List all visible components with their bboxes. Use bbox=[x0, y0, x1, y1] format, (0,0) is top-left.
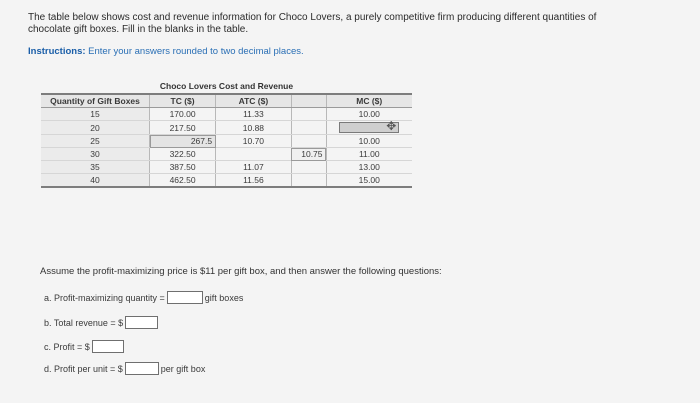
total-revenue-input[interactable] bbox=[125, 316, 158, 329]
cell-mc: 13.00 bbox=[326, 161, 412, 174]
mc-input-q20[interactable] bbox=[339, 119, 399, 133]
question-d-suffix: per gift box bbox=[160, 363, 206, 374]
cell-mc: 10.00 bbox=[326, 108, 412, 121]
header-mc: MC ($) bbox=[326, 94, 412, 108]
question-a-suffix: gift boxes bbox=[204, 292, 244, 303]
intro-line-1: The table below shows cost and revenue information for Choco Lovers, a purely competitive firm producing different quantities of bbox=[28, 12, 597, 23]
data-table bbox=[41, 93, 412, 188]
cell-quantity: 20 bbox=[41, 121, 150, 135]
cell-atc bbox=[216, 148, 292, 161]
profit-input[interactable] bbox=[92, 340, 124, 353]
question-b bbox=[44, 316, 160, 329]
cell-atc: 11.07 bbox=[216, 161, 292, 174]
cell-atc: 11.56 bbox=[216, 174, 292, 188]
header-tc: TC ($) bbox=[150, 94, 216, 108]
question-b-label: b. Total revenue = $ bbox=[44, 317, 124, 328]
cell-mc bbox=[326, 121, 412, 135]
table-row bbox=[41, 135, 412, 148]
table-header-row bbox=[41, 94, 412, 108]
instructions-body: Enter your answers rounded to two decimal places. bbox=[85, 46, 304, 57]
cell-spacer bbox=[291, 174, 326, 188]
cell-tc: 387.50 bbox=[150, 161, 216, 174]
intro-text bbox=[28, 12, 678, 36]
question-c-label: c. Profit = $ bbox=[44, 341, 90, 352]
cell-spacer bbox=[291, 108, 326, 121]
cell-tc: 217.50 bbox=[150, 121, 216, 135]
question-a-label: a. Profit-maximizing quantity = bbox=[44, 292, 165, 303]
header-atc: ATC ($) bbox=[216, 94, 292, 108]
table-row bbox=[41, 148, 412, 161]
cell-tc: 170.00 bbox=[150, 108, 216, 121]
cell-mc: 11.00 bbox=[326, 148, 412, 161]
intro-line-2: chocolate gift boxes. Fill in the blanks in the table. bbox=[28, 24, 249, 35]
cost-revenue-table bbox=[41, 80, 412, 188]
cell-spacer bbox=[291, 121, 326, 135]
cell-quantity: 25 bbox=[41, 135, 150, 148]
cell-atc: 10.88 bbox=[216, 121, 292, 135]
table-row bbox=[41, 121, 412, 135]
move-cursor-icon: ✥ bbox=[386, 119, 397, 133]
instructions bbox=[28, 46, 304, 57]
question-c bbox=[44, 340, 126, 353]
cell-quantity: 35 bbox=[41, 161, 150, 174]
cell-quantity: 15 bbox=[41, 108, 150, 121]
table-caption: Choco Lovers Cost and Revenue bbox=[159, 81, 294, 91]
question-a bbox=[44, 291, 243, 304]
table-row bbox=[41, 161, 412, 174]
questions-intro: Assume the profit-maximizing price is $11 per gift box, and then answer the following questions: bbox=[40, 266, 442, 277]
cell-atc-entered[interactable]: 10.75 bbox=[291, 148, 326, 161]
cell-atc: 11.33 bbox=[216, 108, 292, 121]
header-spacer bbox=[291, 94, 326, 108]
question-d-label: d. Profit per unit = $ bbox=[44, 363, 123, 374]
header-quantity: Quantity of Gift Boxes bbox=[41, 94, 150, 108]
table-row bbox=[41, 174, 412, 188]
cell-mc: 15.00 bbox=[326, 174, 412, 188]
instructions-lead: Instructions: bbox=[28, 46, 86, 57]
cell-quantity: 40 bbox=[41, 174, 150, 188]
question-d bbox=[44, 362, 205, 375]
cell-spacer bbox=[291, 135, 326, 148]
profit-per-unit-input[interactable] bbox=[125, 362, 159, 375]
cell-tc: 322.50 bbox=[150, 148, 216, 161]
cell-tc-entered[interactable]: 267.5 bbox=[150, 135, 216, 148]
cell-tc: 462.50 bbox=[150, 174, 216, 188]
cell-atc: 10.70 bbox=[216, 135, 292, 148]
table-row bbox=[41, 108, 412, 121]
cell-spacer bbox=[291, 161, 326, 174]
cell-quantity: 30 bbox=[41, 148, 150, 161]
quantity-answer-input[interactable] bbox=[167, 291, 203, 304]
cell-mc: 10.00 bbox=[326, 135, 412, 148]
